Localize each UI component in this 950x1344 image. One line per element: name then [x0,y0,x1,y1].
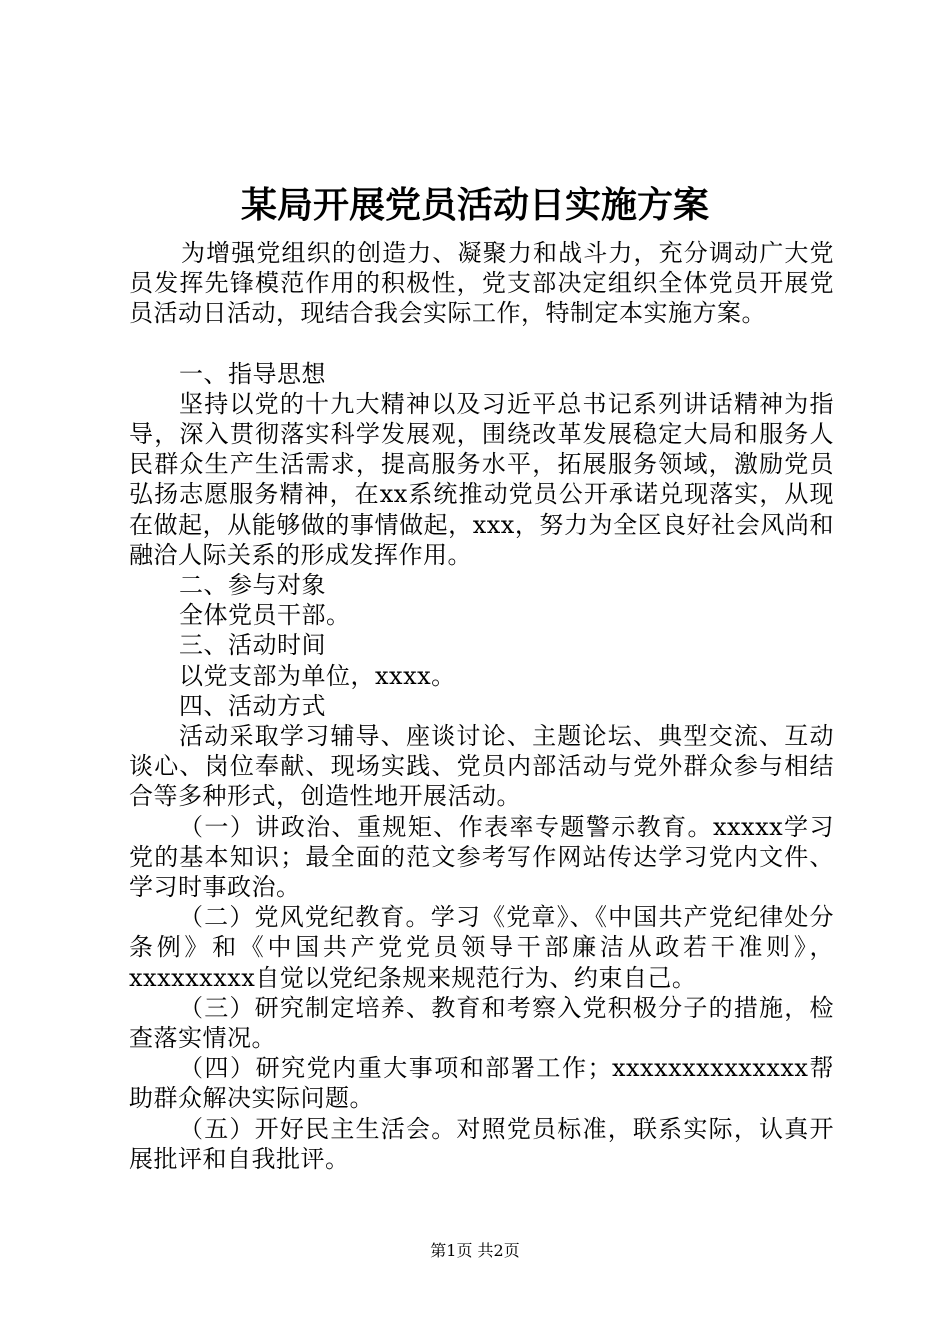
document-body [129,238,834,1174]
section-4-body: 活动采取学习辅导、座谈讨论、主题论坛、典型交流、互动谈心、岗位奉献、现场实践、党员内部活动与党外群众参与相结合等多种形式，创造性地开展活动。 [129,722,834,811]
section-2-heading: 二、参与对象 [179,571,326,600]
list-item-5: （五）开好民主生活会。对照党员标准，联系实际，认真开展批评和自我批评。 [129,1114,834,1173]
list-item-1: （一）讲政治、重规矩、作表率专题警示教育。xxxxx学习党的基本知识；最全面的范文参考写作网站传达学习党内文件、学习时事政治。 [129,812,834,902]
section-1-heading: 一、指导思想 [179,359,326,388]
section-3-body: 以党支部为单位，xxxx。 [179,661,456,690]
list-item-4: （四）研究党内重大事项和部署工作；xxxxxxxxxxxxxx帮助群众解决实际问题。 [129,1054,834,1113]
page-number-footer: 第1页 共2页 [430,1241,520,1260]
section-1-body: 坚持以党的十九大精神以及习近平总书记系列讲话精神为指导，深入贯彻落实科学发展观，围绕改革发展稳定大局和服务人民群众生产生活需求，提高服务水平，拓展服务领域，激励党员弘扬志愿服务精神，在xx系统推动党员公开承诺兑现落实，从现在做起，从能够做的事情做起，xxx，努力为全区良好社会风尚和融洽人际关系的形成发挥作用。 [129,389,834,569]
list-item-2: （二）党风党纪教育。学习《党章》、《中国共产党纪律处分条例》和《中国共产党党员领导干部廉洁从政若干准则》，xxxxxxxxx自觉以党纪条规来规范行为、约束自己。 [129,903,834,992]
paragraph-gap [129,329,834,359]
document-title: 某局开展党员活动日实施方案 [240,184,709,226]
section-3-heading: 三、活动时间 [179,631,326,660]
list-item-3: （三）研究制定培养、教育和考察入党积极分子的措施，检查落实情况。 [129,993,834,1053]
section-2-body: 全体党员干部。 [179,601,351,630]
intro-paragraph: 为增强党组织的创造力、凝聚力和战斗力，充分调动广大党员发挥先锋模范作用的积极性，党支部决定组织全体党员开展党员活动日活动，现结合我会实际工作，特制定本实施方案。 [129,239,834,328]
section-4-heading: 四、活动方式 [179,691,326,720]
